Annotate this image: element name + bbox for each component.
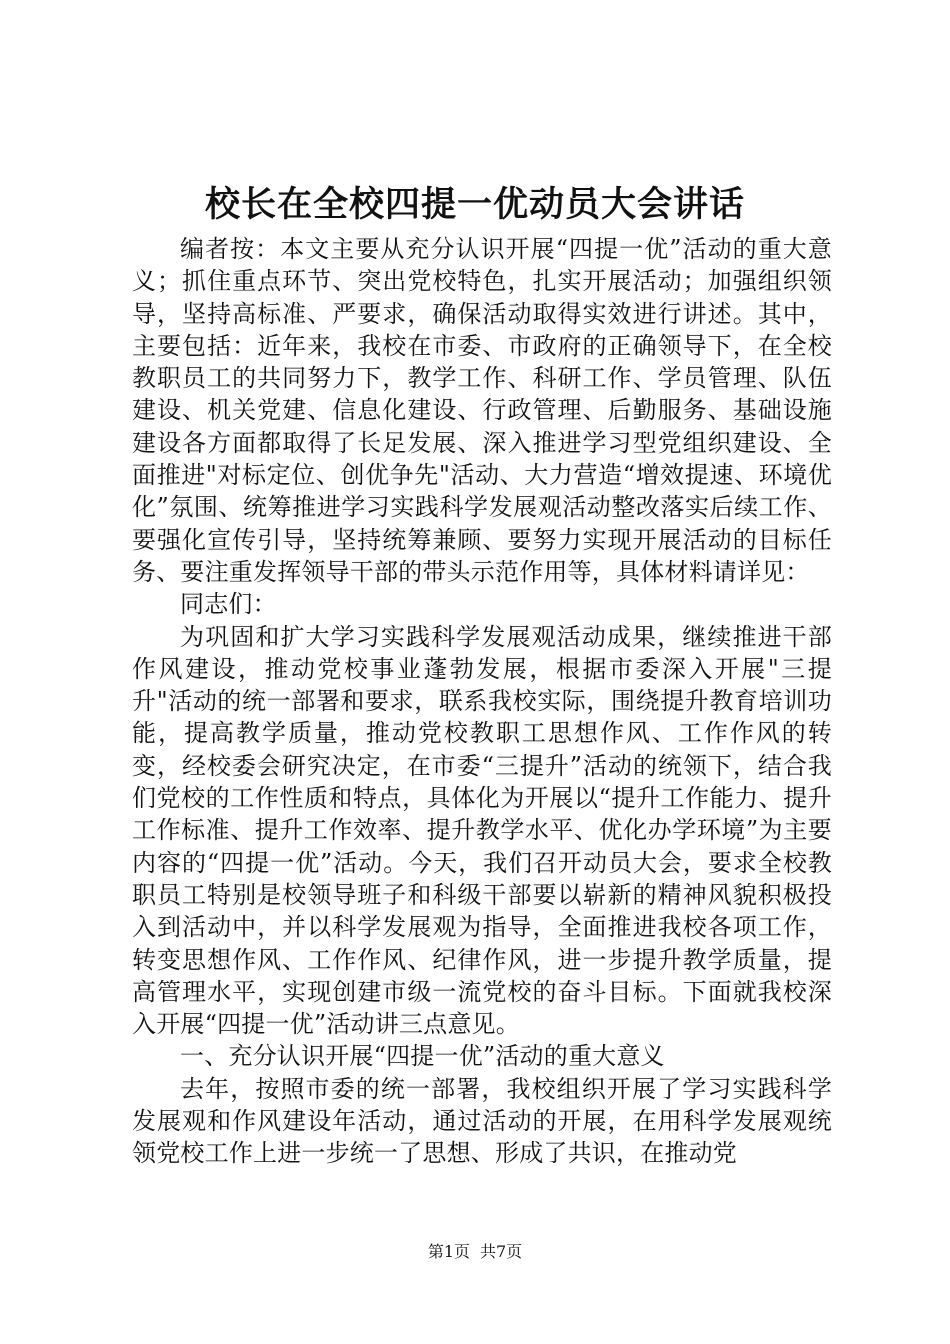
section-1-paragraph: 去年，按照市委的统一部署，我校组织开展了学习实践科学发展观和作风建设年活动，通过活动的开展，在用科学发展观统领党校工作上进一步统一了思想、形成了共识，在推动党	[132, 1074, 832, 1168]
section-heading-1: 一、充分认识开展“四提一优”活动的重大意义	[180, 1042, 665, 1071]
document-title: 校长在全校四提一优动员大会讲话	[204, 184, 745, 225]
page-footer	[0, 1242, 950, 1262]
page-number-current: 第1页	[427, 1242, 470, 1261]
document-body	[132, 233, 832, 1170]
intro-paragraph: 为巩固和扩大学习实践科学发展观活动成果，继续推进干部作风建设，推动党校事业蓬勃发展，根据市委深入开展"三提升"活动的统一部署和要求，联系我校实际，围绕提升教育培训功能，提高教学质量，推动党校教职工思想作风、工作作风的转变，经校委会研究决定，在市委“三提升”活动的统领下，结合我们党校的工作性质和特点，具体化为开展以“提升工作能力、提升工作标准、提升工作效率、提升教学水平、优化办学环境”为主要内容的“四提一优”活动。今天，我们召开动员大会，要求全校教职员工特别是校领导班子和科级干部要以崭新的精神风貌积极投入到活动中，并以科学发展观为指导，全面推进我校各项工作，转变思想作风、工作作风、纪律作风，进一步提升教学质量，提高管理水平，实现创建市级一流党校的奋斗目标。下面就我校深入开展“四提一优”活动讲三点意见。	[132, 622, 832, 1039]
editor-note-paragraph: 编者按：本文主要从充分认识开展“四提一优”活动的重大意义；抓住重点环节、突出党校特色，扎实开展活动；加强组织领导，坚持高标准、严要求，确保活动取得实效进行讲述。其中，主要包括：近年来，我校在市委、市政府的正确领导下，在全校教职员工的共同努力下，教学工作、科研工作、学员管理、队伍建设、机关党建、信息化建设、行政管理、后勤服务、基础设施建设各方面都取得了长足发展、深入推进学习型党组织建设、全面推进"对标定位、创优争先"活动、大力营造“增效提速、环境优化”氛围、统筹推进学习实践科学发展观活动整改落实后续工作、要强化宣传引导，坚持统筹兼顾、要努力实现开展活动的目标任务、要注重发挥领导干部的带头示范作用等，具体材料请详见：	[132, 235, 832, 586]
salutation-paragraph: 同志们：	[180, 590, 277, 619]
page-number-total: 共7页	[480, 1242, 523, 1261]
